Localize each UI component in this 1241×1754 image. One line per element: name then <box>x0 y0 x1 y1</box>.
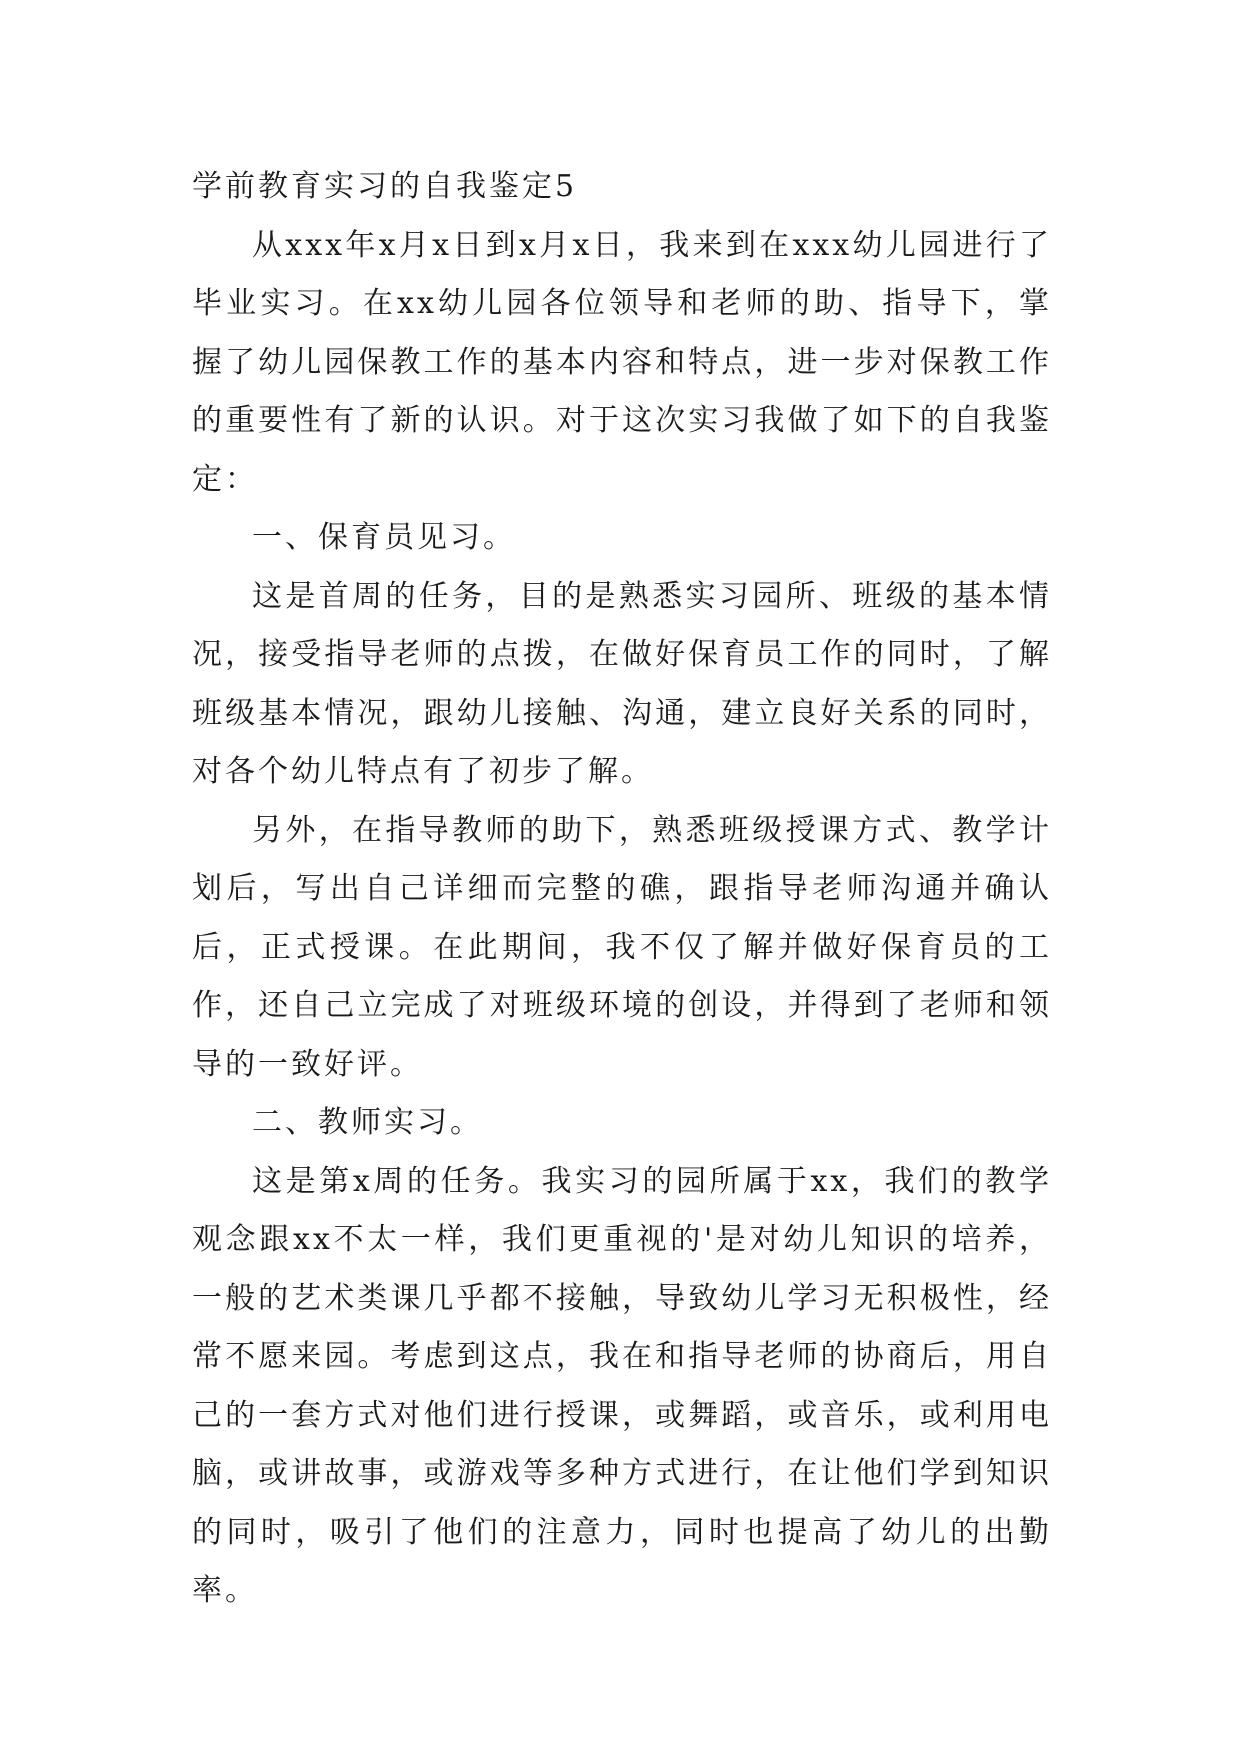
document-title: 学前教育实习的自我鉴定5 <box>192 169 578 204</box>
section-heading-nursery: 一、保育员见习。 <box>252 520 516 555</box>
paragraph-teaching-prep: 另外，在指导教师的助下，熟悉班级授课方式、教学计划后，写出自己详细而完整的礁，跟指导老师沟通并确认后，正式授课。在此期间，我不仅了解并做好保育员的工作，还自己立完成了对班级环境的创设，并得到了老师和领导的一致好评。 <box>192 812 1052 1082</box>
paragraph-intro: 从xxx年x月x日到x月x日，我来到在xxx幼儿园进行了毕业实习。在xx幼儿园各位领导和老师的助、指导下，掌握了幼儿园保教工作的基本内容和特点，进一步对保教工作的重要性有了新的认识。对于这次实习我做了如下的自我鉴定： <box>192 227 1052 497</box>
paragraph-teacher-internship: 这是第x周的任务。我实习的园所属于xx，我们的教学观念跟xx不太一样，我们更重视的'是对幼儿知识的培养，一般的艺术类课几乎都不接触，导致幼儿学习无积极性，经常不愿来园。考虑到这点，我在和指导老师的协商后，用自己的一套方式对他们进行授课，或舞蹈，或音乐，或利用电脑，或讲故事，或游戏等多种方式进行，在让他们学到知识的同时，吸引了他们的注意力，同时也提高了幼儿的出勤率。 <box>192 1163 1052 1608</box>
section-heading-teacher: 二、教师实习。 <box>252 1105 483 1140</box>
paragraph-first-week: 这是首周的任务，目的是熟悉实习园所、班级的基本情况，接受指导老师的点拨，在做好保育员工作的同时，了解班级基本情况，跟幼儿接触、沟通，建立良好关系的同时，对各个幼儿特点有了初步了解。 <box>192 578 1052 789</box>
document-page <box>192 158 1052 1621</box>
